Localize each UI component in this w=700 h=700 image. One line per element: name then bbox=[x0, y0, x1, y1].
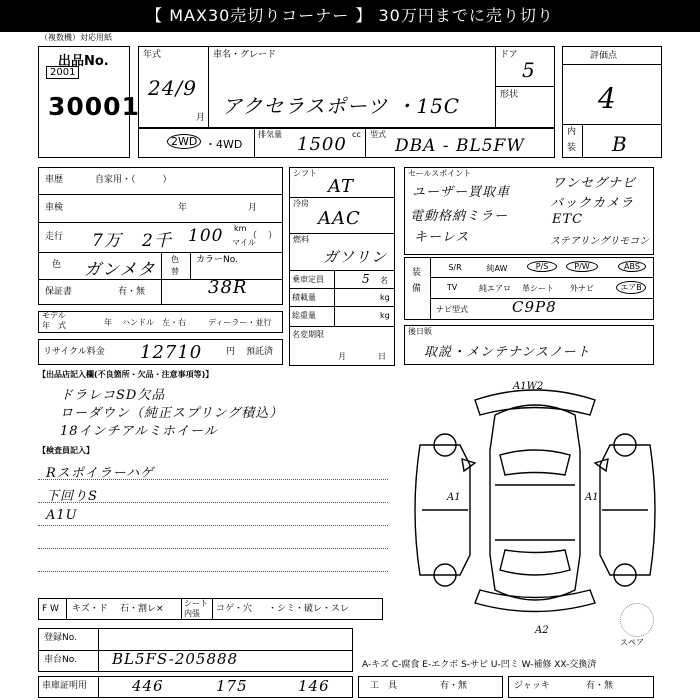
navi-type-label: ナビ型式 bbox=[436, 305, 468, 314]
cert-value-1: 446 bbox=[132, 677, 164, 695]
car-front-bumper bbox=[475, 390, 595, 415]
color-change-label-2: 替 bbox=[171, 267, 179, 276]
mileage-man: 7万 bbox=[92, 231, 122, 251]
post-install-value: 取説・メンテナンスノート bbox=[424, 345, 591, 360]
registration-label: 登録No. bbox=[44, 633, 77, 643]
lot-label: 出品No. bbox=[58, 54, 109, 69]
recycle-value: 12710 bbox=[140, 342, 203, 363]
usage-label: 車歴 bbox=[45, 175, 64, 185]
color-no-value: 38R bbox=[208, 277, 248, 298]
model-year-dealer: ディーラー・並行 bbox=[208, 318, 272, 327]
spare-tire-icon bbox=[620, 603, 654, 637]
inspection-label: 車検 bbox=[45, 203, 64, 213]
mileage-paren-close: ） bbox=[268, 231, 278, 241]
jack-label: ジャッキ bbox=[514, 681, 550, 691]
inspector-note-1: Rスポイラーハゲ bbox=[46, 466, 155, 481]
fw-text-4: ・シミ・破レ・スレ bbox=[268, 604, 350, 614]
post-install-label: 後日販 bbox=[408, 327, 432, 336]
drive-2wd: 2WD bbox=[167, 134, 201, 149]
color-value: ガンメタ bbox=[84, 260, 156, 280]
displacement-label: 排気量 bbox=[258, 130, 282, 139]
equip-tv: TV bbox=[446, 283, 458, 292]
mileage-label: 走行 bbox=[45, 232, 64, 242]
seller-note-1: ドラレコSD欠品 bbox=[60, 388, 166, 403]
inspector-notes-label: 【検査員記入】 bbox=[38, 446, 94, 455]
car-rear-window bbox=[500, 550, 570, 575]
equip-alloy: 純AW bbox=[486, 264, 508, 273]
seller-note-2: ローダウン（純正スプリング積込） bbox=[60, 406, 284, 421]
warranty-label: 保証書 bbox=[45, 287, 73, 297]
tools-text: 有・無 bbox=[440, 681, 468, 691]
score-value: 4 bbox=[598, 82, 617, 115]
score-label: 評価点 bbox=[590, 51, 618, 61]
load-unit: kg bbox=[380, 293, 390, 302]
year-label: 年式 bbox=[143, 50, 162, 60]
mileage-rest: 100 bbox=[188, 226, 224, 246]
cert-value-3: 146 bbox=[298, 677, 330, 695]
gross-weight-label: 総重量 bbox=[292, 311, 316, 320]
fuel-label: 燃料 bbox=[293, 235, 309, 244]
car-rear-bumper bbox=[475, 590, 595, 612]
recycle-unit: 円 bbox=[226, 347, 236, 357]
sales-point-right-1: ワンセグナビ bbox=[552, 176, 637, 191]
equip-ps: P/S bbox=[527, 261, 557, 272]
recycle-label: リサイクル料金 bbox=[43, 347, 105, 357]
year-month-suffix: 月 bbox=[196, 113, 206, 123]
equip-leather: 革シート bbox=[522, 284, 554, 293]
fw-text-1: キズ・ド bbox=[72, 604, 108, 614]
car-damage-diagram bbox=[400, 375, 670, 636]
car-windshield bbox=[500, 450, 570, 475]
displacement-value: 1500 bbox=[297, 134, 347, 155]
seller-note-3: 18インチアルミホイール bbox=[60, 424, 218, 439]
inspection-year: 年 bbox=[178, 203, 188, 213]
chassis-value: BL5FS-205888 bbox=[112, 650, 239, 668]
sales-point-2: 電動格納ミラー bbox=[410, 209, 509, 224]
capacity-unit: 名 bbox=[380, 276, 388, 285]
fw-text-2: 石・割レ× bbox=[120, 604, 164, 614]
model-label: 型式 bbox=[370, 130, 386, 139]
doors-label: ドア bbox=[500, 50, 518, 60]
inspector-note-3: A1U bbox=[46, 508, 78, 523]
sales-point-3: キーレス bbox=[414, 230, 470, 245]
sales-point-right-2: バックカメラ bbox=[550, 196, 635, 211]
cert-value-2: 175 bbox=[216, 677, 248, 695]
interior-label-2: 装 bbox=[567, 143, 577, 153]
diagram-label-right: A1 bbox=[585, 492, 599, 503]
mileage-unit-km: km bbox=[234, 224, 247, 233]
sales-points-label: セールスポイント bbox=[408, 169, 472, 178]
model-year-year: 年 bbox=[104, 318, 112, 327]
inspection-month: 月 bbox=[248, 203, 258, 213]
diagram-label-rear: A2 bbox=[535, 625, 549, 636]
shift-value: AT bbox=[328, 176, 355, 197]
capacity-value: 5 bbox=[362, 272, 371, 286]
cert-label: 車庫証明用 bbox=[42, 681, 88, 691]
car-name-value: アクセラスポーツ ・15C bbox=[222, 94, 461, 118]
usage-text: 自家用・（ ） bbox=[95, 175, 172, 185]
warranty-text: 有・無 bbox=[118, 287, 146, 297]
equip-ext-navi: 外ナビ bbox=[570, 284, 594, 293]
inspector-note-2: 下回りS bbox=[46, 489, 98, 504]
equip-abs: ABS bbox=[618, 261, 646, 272]
mileage-unit-mile: マイル bbox=[232, 238, 256, 247]
fw-seat-1: シート bbox=[184, 599, 208, 608]
fw-seat-2: 内張 bbox=[184, 609, 200, 618]
mileage-sen: 2千 bbox=[142, 231, 172, 251]
damage-legend: A-キズ C-腐食 E-エクボ S-サビ U-凹ミ W-補修 XX-交換済 bbox=[362, 660, 597, 670]
car-name-label: 車名・グレード bbox=[213, 50, 277, 60]
banner: 【 MAX30売切りコーナー 】 30万円までに売り切り bbox=[0, 0, 700, 32]
equip-airbag: エアB bbox=[616, 281, 646, 294]
mileage-paren-open: （ bbox=[248, 231, 258, 241]
interior-value: B bbox=[612, 132, 628, 156]
recycle-note: 預託済 bbox=[246, 347, 274, 357]
equip-sr: S/R bbox=[448, 263, 462, 272]
shape-label: 形状 bbox=[500, 90, 519, 100]
equipment-label-1: 装 bbox=[412, 268, 422, 278]
chassis-label: 車台No. bbox=[44, 655, 77, 665]
diagram-label-front: A1W2 bbox=[513, 381, 544, 392]
fw-text-3: コゲ・穴 bbox=[216, 604, 253, 614]
title-change-month: 月 bbox=[338, 352, 346, 361]
color-change-label-1: 色 bbox=[171, 255, 179, 264]
diagram-label-left: A1 bbox=[447, 492, 461, 503]
model-year-handle: ハンドル 左・右 bbox=[122, 318, 186, 327]
drive-4wd: ・4WD bbox=[205, 138, 243, 151]
model-value: DBA - BL5FW bbox=[395, 136, 525, 156]
lot-number: 30001 bbox=[48, 92, 140, 121]
displacement-unit: cc bbox=[352, 130, 361, 139]
model-year-label-1: モデル bbox=[42, 311, 66, 320]
equip-pw: P/W bbox=[566, 261, 598, 272]
year-value: 24/9 bbox=[148, 76, 197, 100]
ac-value: AAC bbox=[318, 208, 361, 229]
sales-point-right-4: ステアリングリモコン bbox=[550, 236, 650, 247]
title-change-day: 日 bbox=[378, 352, 386, 361]
ac-label: 冷房 bbox=[293, 199, 309, 208]
color-label: 色 bbox=[52, 260, 62, 270]
doors-value: 5 bbox=[522, 58, 536, 82]
gross-weight-unit: kg bbox=[380, 311, 390, 320]
capacity-label: 乗車定員 bbox=[292, 275, 324, 284]
load-label: 積載量 bbox=[292, 293, 316, 302]
lot-year-box: 2001 bbox=[46, 66, 79, 79]
spare-label: スペア bbox=[620, 638, 644, 647]
color-no-label: カラーNo. bbox=[196, 255, 238, 265]
equip-aero: 純エアロ bbox=[479, 284, 511, 293]
fw-label: F W bbox=[42, 604, 59, 614]
title-change-label: 名変期限 bbox=[292, 330, 324, 339]
jack-text: 有・無 bbox=[586, 681, 614, 691]
seller-notes-label: 【出品店記入欄(不良箇所・欠品・注意事項等)】 bbox=[38, 370, 214, 379]
sales-point-1: ユーザー買取車 bbox=[412, 185, 511, 200]
navi-type-value: C9P8 bbox=[512, 298, 557, 316]
equipment-label-2: 備 bbox=[412, 284, 422, 294]
model-year-label-2: 年 式 bbox=[42, 321, 66, 330]
tools-label: 工 具 bbox=[370, 681, 398, 691]
shift-label: シフト bbox=[293, 169, 317, 178]
interior-label-1: 内 bbox=[567, 127, 577, 137]
sales-point-right-3: ETC bbox=[552, 212, 584, 227]
fuel-value: ガソリン bbox=[323, 248, 388, 266]
header-note: （複数機）対応用紙 bbox=[40, 33, 112, 42]
